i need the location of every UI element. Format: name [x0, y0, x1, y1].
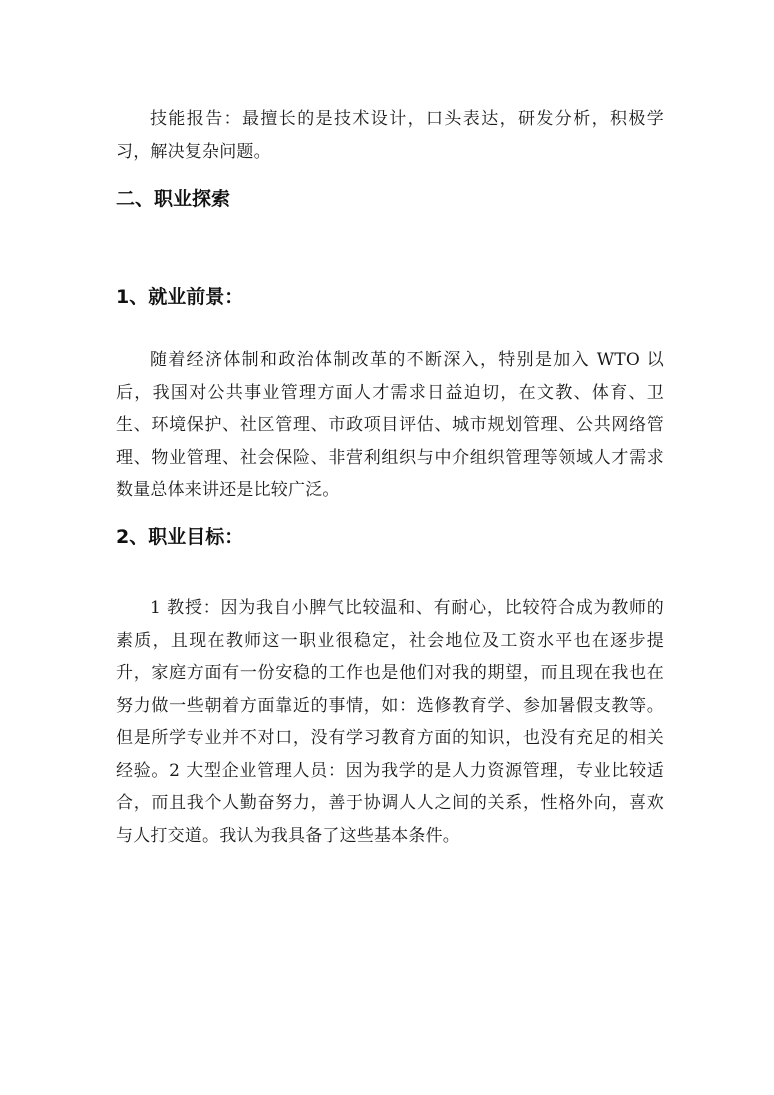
subheading-career-goal: 2、职业目标： [116, 526, 244, 548]
employment-prospect-paragraph: 随着经济体制和政治体制改革的不断深入，特别是加入 WTO 以后，我国对公共事业管理方面人才需求日益迫切，在文教、体育、卫生、环境保护、社区管理、市政项目评估、城市规划管理、公共网络管理、物业管理、社会保险、非营利组织与中介组织管理等领域人才需求数量总体来讲还是比较广泛。 [116, 350, 664, 500]
section-heading-career-exploration: 二、职业探索 [116, 188, 231, 210]
career-goal-paragraph: 1 教授：因为我自小脾气比较温和、有耐心，比较符合成为教师的素质，且现在教师这一职业很稳定，社会地位及工资水平也在逐步提升，家庭方面有一份安稳的工作也是他们对我的期望，而且现在我也在努力做一些朝着方面靠近的事情，如：选修教育学、参加暑假支教等。但是所学专业并不对口，没有学习教育方面的知识，也没有充足的相关经验。2 大型企业管理人员：因为我学的是人力资源管理，专业比较适合，而且我个人勤奋努力，善于协调人人之间的关系，性格外向，喜欢与人打交道。我认为我具备了这些基本条件。 [116, 598, 664, 846]
skill-report-paragraph: 技能报告：最擅长的是技术设计，口头表达，研发分析，积极学习，解决复杂问题。 [116, 109, 664, 162]
subheading-employment-prospect: 1、就业前景： [116, 286, 244, 308]
